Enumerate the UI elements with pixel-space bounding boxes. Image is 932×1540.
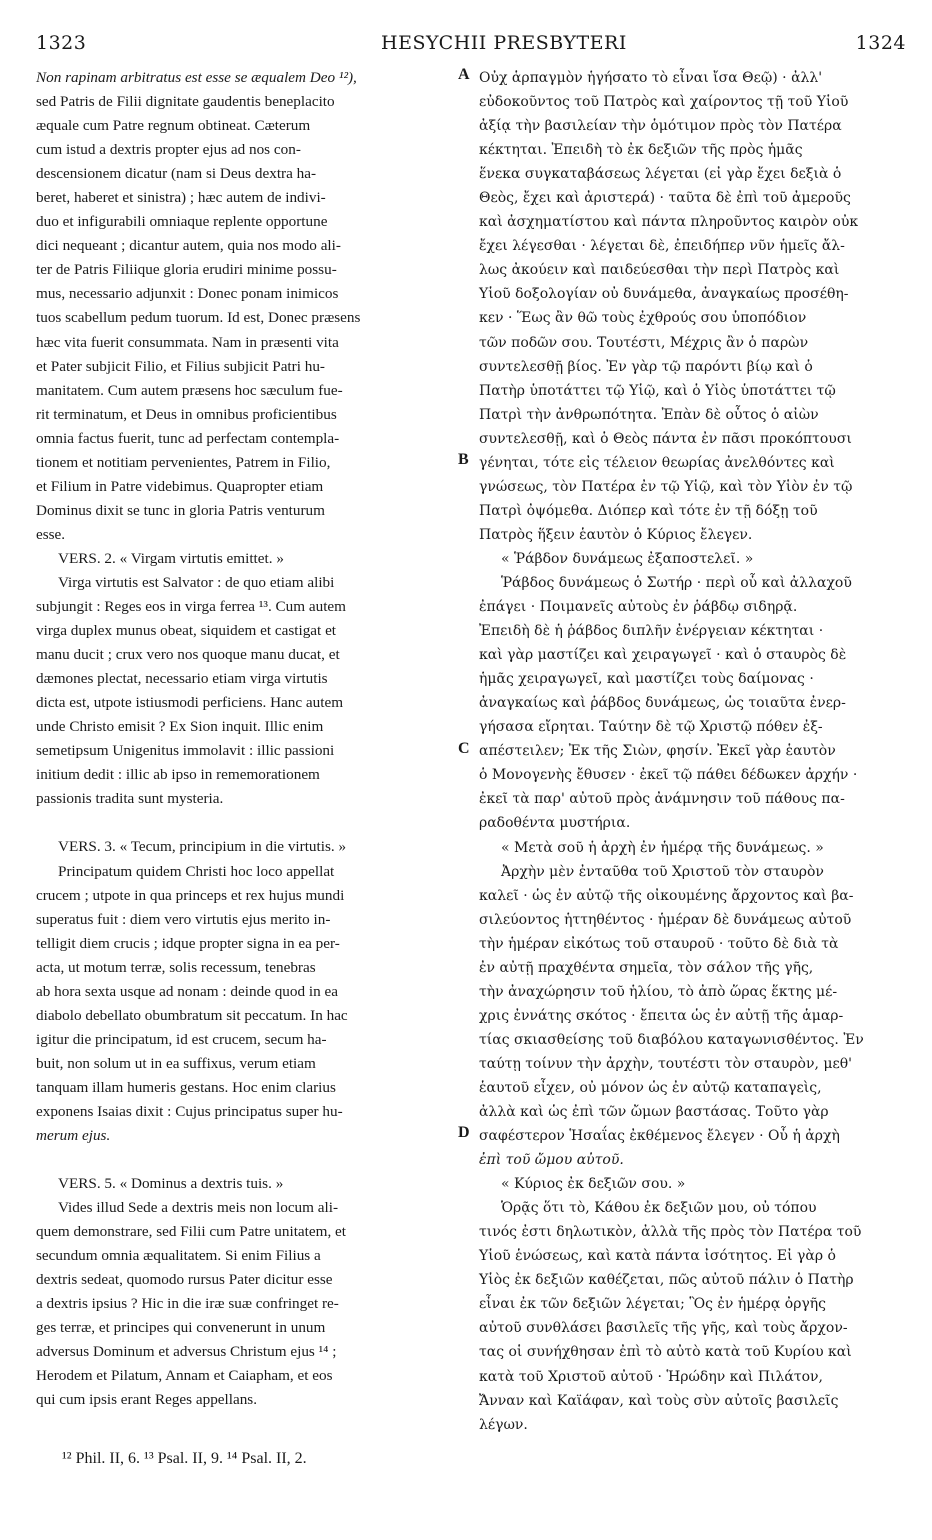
text-line: τῶν ποδῶν σου. Τουτέστι, Μέχρις ἂν ὁ παρὼν <box>479 334 809 351</box>
text-line: æquale cum Patre regnum obtineat. Cæterum <box>36 117 311 135</box>
text-line: τας οἱ συνήχθησαν ἐπὶ τὸ αὐτὸ κατὰ τοῦ Κυρίου καὶ <box>479 1344 852 1361</box>
text-line: hæc vita fuerit consummata. Nam in præsenti vita <box>36 333 339 351</box>
text-line: ὁ Μονογενὴς ἔθυσεν · ἐκεῖ τῷ πάθει δέδωκεν ἀρχήν · <box>479 767 858 784</box>
text-line: εὐδοκοῦντος τοῦ Πατρὸς καὶ χαίροντος τῇ τοῦ Υἱοῦ <box>479 94 849 111</box>
text-line: ἑαυτοῦ εἶχεν, οὐ μόνον ὡς ἐν αὐτῷ καταπαγεὶς, <box>479 1079 822 1096</box>
text-line: qui cum ipsis erant Reges appellans. <box>36 1391 258 1409</box>
text-line: Dominus dixit se tunc in gloria Patris venturum <box>36 501 325 519</box>
text-line: Οὐχ ἁρπαγμὸν ἡγήσατο τὸ εἶναι ἴσα Θεῷ) · ἀλλ' <box>479 70 823 86</box>
text-line: adversus Dominum et adversus Christum ejus ¹⁴ ; <box>36 1343 337 1361</box>
margin-letter-c: C <box>458 740 470 757</box>
text-line: esse. <box>36 525 66 543</box>
text-line: Ἐπειδὴ δὲ ἡ ῥάβδος διπλῆν ἐνέργειαν κέκτηται · <box>479 623 824 640</box>
text-line: manitatem. Cum autem præsens hoc sæculum fue- <box>36 381 343 399</box>
text-line: tanquam illam humeris gestans. Hoc enim clarius <box>36 1078 336 1096</box>
verse-heading: « Μετὰ σοῦ ἡ ἀρχὴ ἐν ἡμέρᾳ τῆς δυνάμεως. » <box>501 839 824 856</box>
text-line: igitur die principatum, id est crucem, secum ha- <box>36 1030 327 1048</box>
text-line: ἐν αὐτῇ πραχθέντα σημεῖα, τὸν σάλον τῆς γῆς, <box>479 959 814 976</box>
text-line: ραδοθέντα μυστήρια. <box>479 815 631 832</box>
text-line: σιλεύοντος ἡττηθέντος · ἡμέραν δὲ δυνάμεως αὐτοῦ <box>479 911 852 928</box>
verse-heading: VERS. 2. « Virgam virtutis emittet. » <box>58 549 284 567</box>
text-line: quem demonstrare, sed Filii cum Patre unitatem, et <box>36 1223 347 1241</box>
text-line: τίας σκιασθείσης τοῦ διαβόλου καταγωνισθέντος. Ἐν <box>479 1031 864 1048</box>
text-line: Non rapinam arbitratus est esse se æqualem Deo ¹²), <box>36 69 357 86</box>
text-line: Ὁρᾷς ὅτι τὸ, Κάθου ἐκ δεξιῶν μου, οὐ τόπου <box>501 1200 817 1217</box>
text-line: κατὰ τοῦ Χριστοῦ αὐτοῦ · Ἡρώδην καὶ Πιλάτον, <box>479 1368 823 1385</box>
text-line: merum ejus. <box>36 1127 111 1145</box>
text-line: κεν · Ἕως ἂν θῶ τοὺς ἐχθρούς σου ὑποπόδιον <box>479 310 807 327</box>
text-line: omnia factus fuerit, tunc ad perfectam contempla- <box>36 429 340 447</box>
text-line: κέκτηται. Ἐπειδὴ τὸ ἐκ δεξιῶν τῆς πρὸς ἡμᾶς <box>479 142 803 159</box>
text-line: αὐτοῦ συνθλάσει βασιλεῖς τῆς γῆς, καὶ τοὺς ἄρχον- <box>479 1320 848 1337</box>
text-line: τὴν ἀναχώρησιν τοῦ ἡλίου, τὸ ἀπὸ ὥρας ἕκτης μέ- <box>479 983 838 1000</box>
text-line: καλεῖ · ὡς ἐν αὐτῷ τῆς οἰκουμένης ἄρχοντος καὶ βα- <box>479 887 854 904</box>
text-line: descensionem dicatur (nam si Deus dextra ha- <box>36 165 317 183</box>
text-line: Principatum quidem Christi hoc loco appellat <box>58 862 335 880</box>
text-line: sed Patris de Filii dignitate gaudentis beneplacito <box>36 93 335 111</box>
latin-column <box>36 66 459 1413</box>
text-line: Vides illud Sede a dextris meis non locum ali- <box>58 1199 339 1217</box>
text-line: dicta est, utpote istiusmodi perficiens. Hanc autem <box>36 694 344 712</box>
verse-heading: « Κύριος ἐκ δεξιῶν σου. » <box>501 1176 686 1193</box>
text-line: Θεὸς, ἔχει καὶ ἀριστερά) · ταῦτα δὲ ἐπὶ τοῦ ἀμεροῦς <box>479 190 851 207</box>
text-line: initium dedit : illic ab ipso in rememorationem <box>36 766 320 784</box>
text-line: duo et infigurabili omniaque replente opportune <box>36 213 328 231</box>
text-line: rit terminatum, et Deus in omnibus proficientibus <box>36 405 337 423</box>
text-line: crucem ; utpote in qua princeps et rex hujus mundi <box>36 886 345 904</box>
text-line: secundum omnia æqualitatem. Si enim Filius a <box>36 1247 321 1265</box>
text-line: ἀξίᾳ τὴν βασιλείαν τὴν ὁμότιμον πρὸς τὸν Πατέρα <box>479 118 842 135</box>
text-line: virga duplex munus obeat, siquidem et castigat et <box>36 622 337 640</box>
margin-letter-d: D <box>458 1124 470 1141</box>
text-line: Ἀρχὴν μὲν ἐνταῦθα τοῦ Χριστοῦ τὸν σταυρὸν <box>501 863 824 880</box>
text-line: ἀναγκαίως καὶ ῥάβδος δυνάμεως, ὡς τοιαῦτα ἐνερ- <box>479 695 846 712</box>
page-header <box>36 32 906 62</box>
text-line: λως ἀκούειν καὶ παιδεύεσθαι τὴν περὶ Πατρὸς καὶ <box>479 262 840 279</box>
text-line: ἐπάγει · Ποιμανεῖς αὐτοὺς ἐν ῥάβδῳ σιδηρᾷ. <box>479 599 798 616</box>
text-line: σαφέστερον Ἡσαΐας ἐκθέμενος ἔλεγεν · Οὗ ἡ ἀρχὴ <box>479 1128 840 1145</box>
text-line: dici nequeant ; dicantur autem, quia nos modo ali- <box>36 237 341 255</box>
footnotes: ¹² Phil. II, 6. ¹³ Psal. II, 9. ¹⁴ Psal. II, 2. <box>62 1450 307 1467</box>
verse-heading: VERS. 3. « Tecum, principium in die virtutis. » <box>58 838 347 856</box>
text-line: γήσασα εἴρηται. Ταύτην δὲ τῷ Χριστῷ πόθεν ἐξ- <box>479 719 823 736</box>
text-line: superatus fuit : diem vero virtutis ejus merito in- <box>36 910 331 928</box>
text-line: buit, non solum ut in ea suffixus, verum etiam <box>36 1054 316 1072</box>
text-line: Ῥάβδος δυνάμεως ὁ Σωτήρ · περὶ οὗ καὶ ἀλλαχοῦ <box>501 574 852 591</box>
text-line: ἡμᾶς χειραγωγεῖ, καὶ μαστίζει τοὺς δαίμονας · <box>479 671 814 688</box>
text-line: dextris sedeat, quomodo rursus Pater dicitur esse <box>36 1271 333 1289</box>
text-line: συντελεσθῇ βίος. Ἐν γὰρ τῷ παρόντι βίῳ καὶ ὁ <box>479 358 813 375</box>
text-line: ges terræ, et principes qui convenerunt in unum <box>36 1319 326 1337</box>
text-line: Virga virtutis est Salvator : de quo etiam alibi <box>58 573 335 591</box>
greek-column <box>479 66 909 1437</box>
text-line: ἐπὶ τοῦ ὤμου αὐτοῦ. <box>479 1152 624 1169</box>
text-line: χρις ἐννάτης σκότος · ἔπειτα ὡς ἐν αὐτῇ τῆς ἁμαρ- <box>479 1007 844 1024</box>
text-line: Πατρὸς ἥξειν ἑαυτὸν ὁ Κύριος ἔλεγεν. <box>479 526 753 543</box>
text-line: καὶ ἀσχηματίστου καὶ πάντα πληροῦντος καιρὸν οὐκ <box>479 214 859 231</box>
text-line: acta, ut motum terræ, solis recessum, tenebras <box>36 958 316 976</box>
text-line: τὴν ἡμέραν εἰκότως τοῦ σταυροῦ · τοῦτο δὲ διὰ τὰ <box>479 935 839 952</box>
text-line: ταύτῃ τοίνυν τὴν ἀρχὴν, τουτέστι τὸν σταυρὸν, μεθ' <box>479 1055 853 1072</box>
text-line: mus, necessario adjunxit : Donec ponam inimicos <box>36 285 339 303</box>
text-line: ἐκεῖ τὰ παρ' αὐτοῦ πρὸς ἀνάμνησιν τοῦ πάθους πα- <box>479 791 845 808</box>
text-line: ἕνεκα συγκαταβάσεως λέγεται (εἰ γὰρ ἔχει δεξιὰ ὁ <box>479 166 842 183</box>
text-line: γένηται, τότε εἰς τέλειον θεωρίας ἀνελθόντες καὶ <box>479 454 835 471</box>
text-line: semetipsum Unigenitus immolavit : illic passioni <box>36 742 335 760</box>
text-line: diabolo debellato obumbratum sit peccatum. In hac <box>36 1006 348 1024</box>
text-line: Πατρὶ τὴν ἀνθρωπότητα. Ἐπὰν δὲ οὗτος ὁ αἰὼν <box>479 406 819 423</box>
margin-letter-a: A <box>458 66 470 83</box>
text-line: a dextris ipsius ? Hic in die iræ suæ confringet re- <box>36 1295 339 1313</box>
verse-heading: VERS. 5. « Dominus a dextris tuis. » <box>58 1175 284 1193</box>
text-line: et Pater subjicit Filio, et Filius subjicit Patri hu- <box>36 357 325 375</box>
text-line: unde Christo emisit ? Ex Sion inquit. Illic enim <box>36 718 324 736</box>
text-line: beret, haberet et sinistra) ; hæc autem de indivi- <box>36 189 326 207</box>
text-line: dæmones plectat, necessario etiam virga virtutis <box>36 670 328 688</box>
text-line: ter de Patris Filiique gloria erudiri minime possu- <box>36 261 337 279</box>
text-line: Ἄνναν καὶ Καϊάφαν, καὶ τοὺς σὺν αὐτοῖς βασιλεῖς <box>479 1392 839 1409</box>
text-line: γνώσεως, τὸν Πατέρα ἐν τῷ Υἱῷ, καὶ τὸν Υἱὸν ἐν τῷ <box>479 478 853 495</box>
text-line: απέστειλεν; Ἐκ τῆς Σιὼν, φησίν. Ἐκεῖ γὰρ ἑαυτὸν <box>479 743 836 760</box>
text-line: συντελεσθῇ, καὶ ὁ Θεὸς πάντα ἐν πᾶσι προκόπτουσι <box>479 430 852 447</box>
verse-heading: « Ῥάβδον δυνάμεως ἐξαποστελεῖ. » <box>501 550 754 567</box>
text-line: Υἱοῦ ἑνώσεως, καὶ κατὰ πάντα ἰσότητος. Εἰ γὰρ ὁ <box>479 1248 836 1265</box>
text-line: Υἱὸς ἐκ δεξιῶν καθέζεται, πῶς αὐτοῦ πάλιν ὁ Πατὴρ <box>479 1272 854 1289</box>
text-line: manu ducit ; crux vero nos quoque manu ducat, et <box>36 646 340 664</box>
text-line: tuos scabellum pedum tuorum. Id est, Donec præsens <box>36 309 361 327</box>
text-line: λέγων. <box>479 1416 528 1433</box>
margin-letter-b: B <box>458 451 469 468</box>
page-number-left: 1323 <box>36 32 87 54</box>
text-line: subjungit : Reges eos in virga ferrea ¹³. Cum autem <box>36 598 346 616</box>
text-line: passionis tradita sunt mysteria. <box>36 790 224 808</box>
text-line: εἶναι ἐκ τῶν δεξιῶν λέγεται; Ὃς ἐν ἡμέρᾳ ὀργῆς <box>479 1296 827 1313</box>
text-line: et Filium in Patre videbimus. Quapropter etiam <box>36 477 324 495</box>
text-line: cum istud a dextris propter ejus ad nos con- <box>36 141 301 159</box>
page-number-right: 1324 <box>855 32 906 54</box>
text-line: telligit diem crucis ; idque propter signa in ea per- <box>36 934 340 952</box>
text-line: καὶ γὰρ μαστίζει καὶ χειραγωγεῖ · καὶ ὁ σταυρὸς δὲ <box>479 647 847 664</box>
text-line: exponens Isaias dixit : Cujus principatus super hu- <box>36 1102 343 1120</box>
text-line: Πατὴρ ὑποτάττει τῷ Υἱῷ, καὶ ὁ Υἱὸς ὑποτάττει τῷ <box>479 382 836 399</box>
running-title: HESYCHII PRESBYTERI <box>381 32 627 54</box>
text-line: Πατρὶ ὀψόμεθα. Διόπερ καὶ τότε ἐν τῇ δόξῃ τοῦ <box>479 502 818 519</box>
text-line: ab hora sexta usque ad nonam : deinde quod in ea <box>36 982 338 1000</box>
text-line: τινός ἐστι δηλωτικὸν, ἀλλὰ τῆς πρὸς τὸν Πατέρα τοῦ <box>479 1224 862 1241</box>
text-line: ἀλλὰ καὶ ὡς ἐπὶ τῶν ὤμων βαστάσας. Τοῦτο γὰρ <box>479 1104 829 1121</box>
text-line: ἔχει λέγεσθαι · λέγεται δὲ, ἐπειδήπερ νῦν ἡμεῖς ἄλ- <box>479 238 845 255</box>
text-line: tionem et notitiam pervenientes, Patrem in Filio, <box>36 453 331 471</box>
text-line: Υἱοῦ δοξολογίαν οὐ δυνάμεθα, ἀναγκαίως προσέθη- <box>479 286 849 303</box>
text-line: Herodem et Pilatum, Annam et Caiapham, et eos <box>36 1367 333 1385</box>
